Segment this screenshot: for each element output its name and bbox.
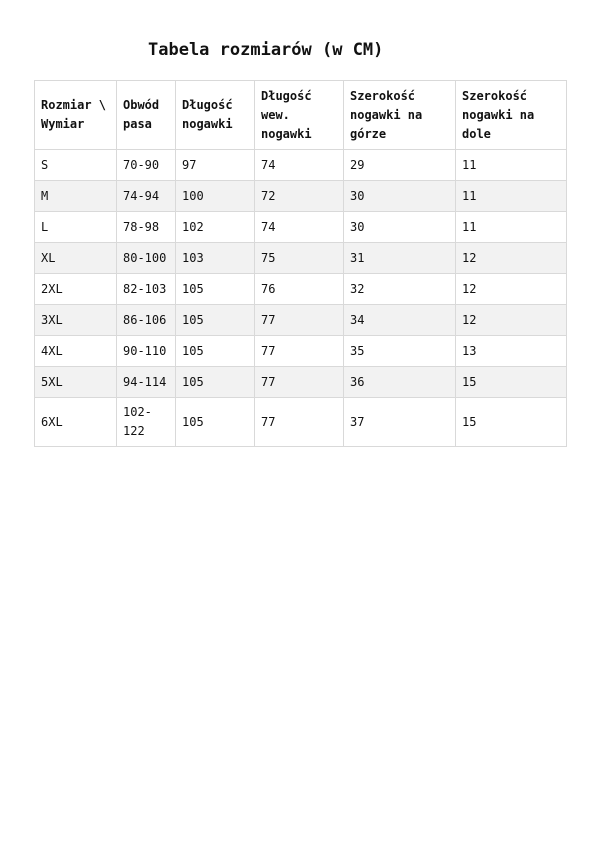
cell-leg-length: 105 bbox=[176, 274, 255, 305]
cell-waist: 70-90 bbox=[117, 150, 176, 181]
cell-leg-length: 105 bbox=[176, 305, 255, 336]
cell-inseam: 76 bbox=[255, 274, 344, 305]
table-row bbox=[35, 336, 567, 367]
cell-waist: 90-110 bbox=[117, 336, 176, 367]
cell-leg-width-top: 37 bbox=[344, 398, 456, 447]
table-row bbox=[35, 243, 567, 274]
table-row bbox=[35, 305, 567, 336]
cell-size: 6XL bbox=[35, 398, 117, 447]
cell-size: M bbox=[35, 181, 117, 212]
cell-leg-length: 97 bbox=[176, 150, 255, 181]
cell-waist: 94-114 bbox=[117, 367, 176, 398]
cell-leg-width-top: 34 bbox=[344, 305, 456, 336]
table-row bbox=[35, 150, 567, 181]
cell-leg-width-top: 31 bbox=[344, 243, 456, 274]
cell-waist: 86-106 bbox=[117, 305, 176, 336]
cell-size: S bbox=[35, 150, 117, 181]
cell-waist: 74-94 bbox=[117, 181, 176, 212]
cell-leg-width-top: 36 bbox=[344, 367, 456, 398]
cell-leg-width-bottom: 13 bbox=[456, 336, 567, 367]
cell-size: L bbox=[35, 212, 117, 243]
cell-leg-width-bottom: 11 bbox=[456, 212, 567, 243]
cell-inseam: 77 bbox=[255, 398, 344, 447]
cell-leg-length: 105 bbox=[176, 367, 255, 398]
header-waist: Obwód pasa bbox=[117, 81, 176, 150]
table-row bbox=[35, 398, 567, 447]
cell-leg-width-bottom: 11 bbox=[456, 181, 567, 212]
cell-leg-length: 102 bbox=[176, 212, 255, 243]
table-row bbox=[35, 181, 567, 212]
cell-leg-length: 100 bbox=[176, 181, 255, 212]
cell-leg-width-bottom: 15 bbox=[456, 367, 567, 398]
header-leg-width-bottom: Szerokość nogawki na dole bbox=[456, 81, 567, 150]
cell-inseam: 77 bbox=[255, 305, 344, 336]
cell-leg-length: 103 bbox=[176, 243, 255, 274]
header-leg-length: Długość nogawki bbox=[176, 81, 255, 150]
cell-size: 3XL bbox=[35, 305, 117, 336]
cell-size: 4XL bbox=[35, 336, 117, 367]
cell-size: 2XL bbox=[35, 274, 117, 305]
page-title: Tabela rozmiarów (w CM) bbox=[148, 40, 384, 60]
table-row bbox=[35, 367, 567, 398]
cell-leg-width-top: 32 bbox=[344, 274, 456, 305]
header-inseam: Długość wew. nogawki bbox=[255, 81, 344, 150]
header-size: Rozmiar \ Wymiar bbox=[35, 81, 117, 150]
cell-leg-width-bottom: 12 bbox=[456, 243, 567, 274]
cell-leg-length: 105 bbox=[176, 336, 255, 367]
cell-leg-length: 105 bbox=[176, 398, 255, 447]
cell-inseam: 77 bbox=[255, 367, 344, 398]
cell-inseam: 75 bbox=[255, 243, 344, 274]
cell-inseam: 74 bbox=[255, 212, 344, 243]
cell-size: XL bbox=[35, 243, 117, 274]
cell-leg-width-bottom: 12 bbox=[456, 305, 567, 336]
cell-leg-width-bottom: 15 bbox=[456, 398, 567, 447]
cell-waist: 102-122 bbox=[117, 398, 176, 447]
table-row bbox=[35, 274, 567, 305]
header-leg-width-top: Szerokość nogawki na górze bbox=[344, 81, 456, 150]
cell-leg-width-top: 29 bbox=[344, 150, 456, 181]
cell-waist: 78-98 bbox=[117, 212, 176, 243]
cell-leg-width-bottom: 12 bbox=[456, 274, 567, 305]
cell-waist: 80-100 bbox=[117, 243, 176, 274]
cell-leg-width-bottom: 11 bbox=[456, 150, 567, 181]
cell-leg-width-top: 30 bbox=[344, 212, 456, 243]
cell-inseam: 74 bbox=[255, 150, 344, 181]
cell-inseam: 72 bbox=[255, 181, 344, 212]
cell-waist: 82-103 bbox=[117, 274, 176, 305]
cell-size: 5XL bbox=[35, 367, 117, 398]
cell-leg-width-top: 30 bbox=[344, 181, 456, 212]
size-table bbox=[34, 80, 567, 447]
cell-leg-width-top: 35 bbox=[344, 336, 456, 367]
table-header-row bbox=[35, 81, 567, 150]
cell-inseam: 77 bbox=[255, 336, 344, 367]
table-row bbox=[35, 212, 567, 243]
